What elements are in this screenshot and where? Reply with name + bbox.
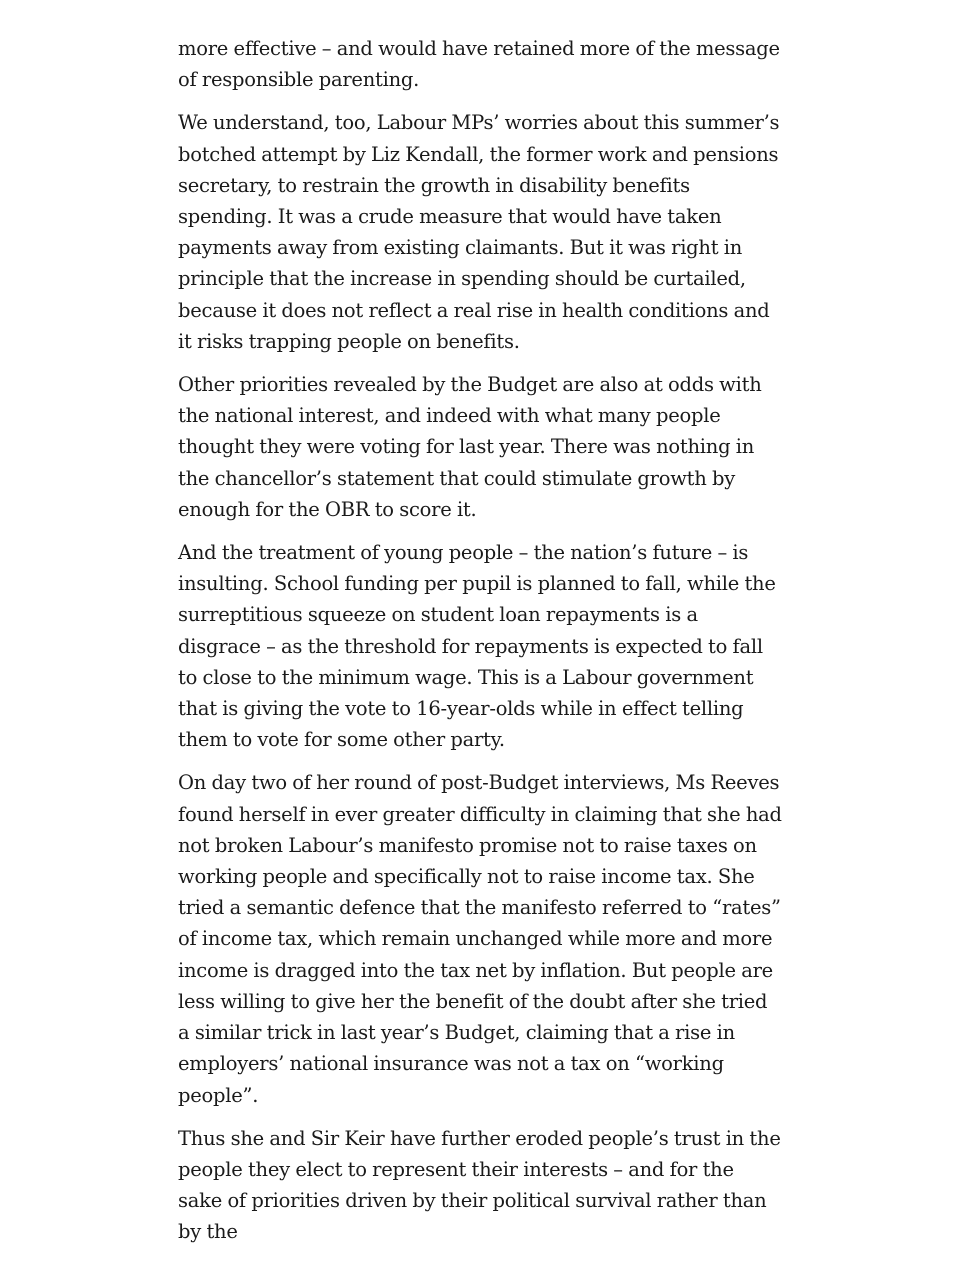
paragraph: Thus she and Sir Keir have further eroded people’s trust in the people they elect to represent their interests – and for the sake of priorities driven by their political survival rather than by the	[178, 1126, 781, 1244]
paragraph: We understand, too, Labour MPs’ worries about this summer’s botched attempt by Liz Kendall, the former work and pensions secretary, to restrain the growth in disability benefits spending. It was a crude measure that would have taken payments away from existing claimants. But it was right in principle that the increase in spending should be curtailed, because it does not reflect a real rise in health conditions and it risks trapping people on benefits.	[178, 111, 780, 353]
paragraph: And the treatment of young people – the nation’s future – is insulting. School funding per pupil is planned to fall, while the surreptitious squeeze on student loan repayments is a disgrace – as the threshold for repayments is expected to fall to close to the minimum wage. This is a Labour government that is giving the vote to 16-year-olds while in effect telling them to vote for some other party.	[178, 541, 776, 752]
paragraph: Other priorities revealed by the Budget are also at odds with the national interest, and indeed with what many people thought they were voting for last year. There was nothing in the chancellor’s statement that could stimulate growth by enough for the OBR to score it.	[178, 373, 762, 521]
article-body	[178, 33, 783, 1260]
paragraph: On day two of her round of post-Budget interviews, Ms Reeves found herself in ever greater difficulty in claiming that she had not broken Labour’s manifesto promise not to raise taxes on working people and specifically not to raise income tax. She tried a semantic defence that the manifesto referred to “rates” of income tax, which remain unchanged while more and more income is dragged into the tax net by inflation. But people are less willing to give her the benefit of the doubt after she tried a similar trick in last year’s Budget, claiming that a rise in employers’ national insurance was not a tax on “working people”.	[178, 771, 782, 1107]
paragraph: more effective – and would have retained more of the message of responsible parenting.	[178, 37, 780, 92]
